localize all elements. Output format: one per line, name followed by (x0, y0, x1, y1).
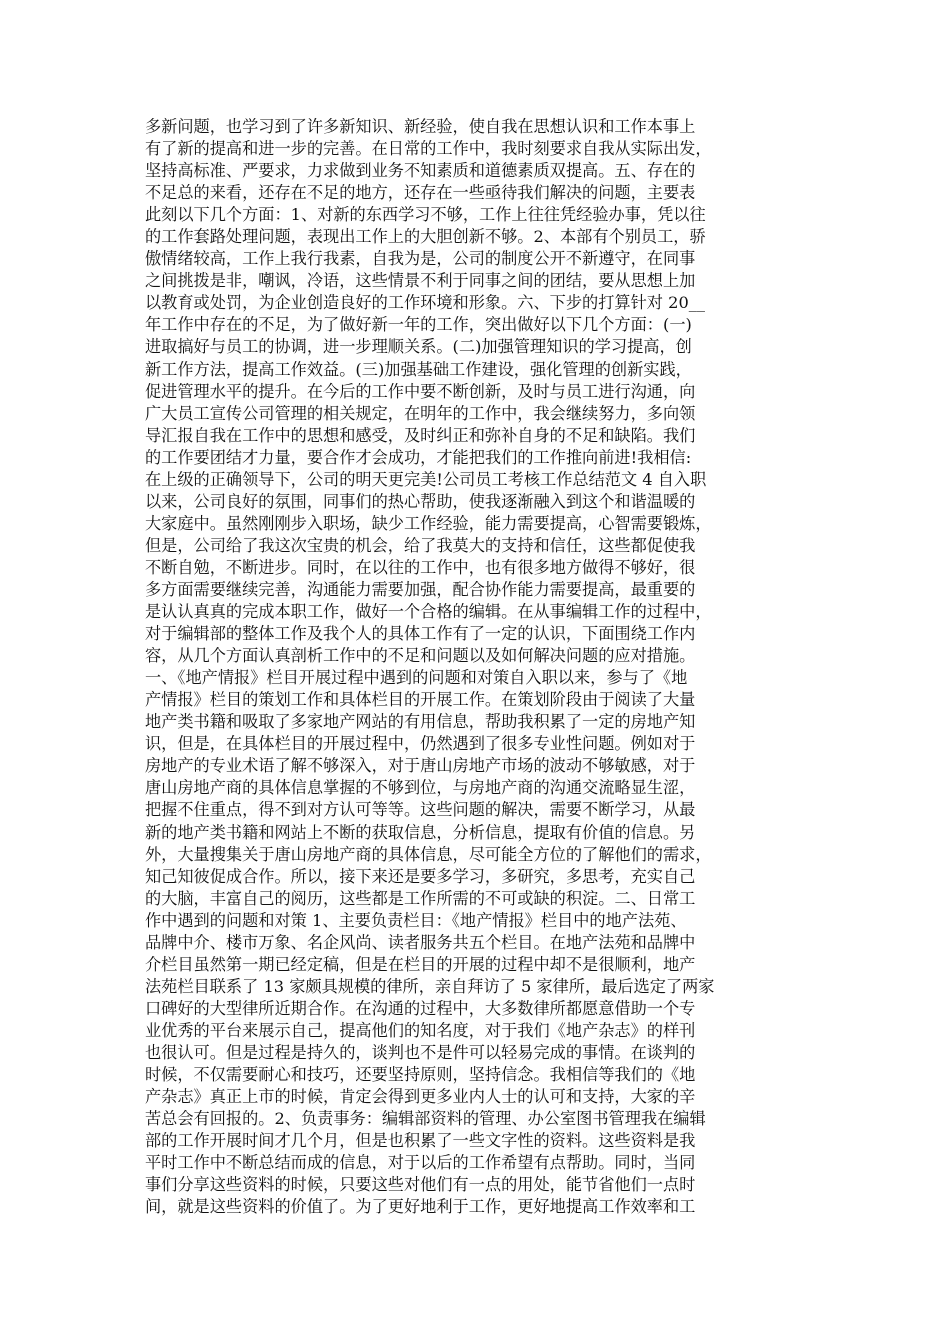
text-line: 促进管理水平的提升。在今后的工作中要不断创新，及时与员工进行沟通，向 (145, 381, 696, 401)
text-line: 以教育或处罚，为企业创造良好的工作环境和形象。六、下步的打算针对 20__ (145, 293, 705, 313)
text-line: 口碑好的大型律所近期合作。在沟通的过程中，大多数律所都愿意借助一个专 (145, 998, 696, 1018)
text-line: 品牌中介、楼市万象、名企风尚、读者服务共五个栏目。在地产法苑和品牌中 (145, 932, 696, 952)
text-line: 广大员工宣传公司管理的相关规定，在明年的工作中，我会继续努力，多向领 (145, 403, 696, 423)
text-line: 识，但是，在具体栏目的开展过程中，仍然遇到了很多专业性问题。例如对于 (145, 734, 696, 754)
text-line: 不断自勉，不断进步。同时，在以往的工作中，也有很多地方做得不够好，很 (145, 557, 696, 577)
text-line: 介栏目虽然第一期已经定稿，但是在栏目的开展的过程中却不是很顺利，地产 (145, 954, 696, 974)
text-line: 的大脑，丰富自己的阅历，这些都是工作所需的不可或缺的积淀。二、日常工 (145, 888, 696, 908)
text-line: 的工作要团结才力量，要合作才会成功，才能把我们的工作推向前进!我相信: (145, 447, 692, 467)
text-line: 多方面需要继续完善，沟通能力需要加强，配合协作能力需要提高，最重要的 (145, 579, 696, 599)
text-line: 在上级的正确领导下，公司的明天更完美!公司员工考核工作总结范文 4 自入职 (145, 469, 707, 489)
text-line: 有了新的提高和进一步的完善。在日常的工作中，我时刻要求自我从实际出发， (145, 139, 712, 159)
text-line: 对于编辑部的整体工作及我个人的具体工作有了一定的认识，下面围绕工作内 (145, 624, 696, 644)
text-line: 大家庭中。虽然刚刚步入职场，缺少工作经验，能力需要提高，心智需要锻炼， (145, 513, 712, 533)
text-line: 唐山房地产商的具体信息掌握的不够到位，与房地产商的沟通交流略显生涩， (145, 778, 696, 798)
text-line: 的工作套路处理问题，表现出工作上的大胆创新不够。2、本部有个别员工，骄 (145, 227, 706, 247)
text-line: 外，大量搜集关于唐山房地产商的具体信息，尽可能全方位的了解他们的需求， (145, 844, 712, 864)
text-line: 但是，公司给了我这次宝贵的机会，给了我莫大的支持和信任，这些都促使我 (145, 535, 696, 555)
text-line: 新的地产类书籍和网站上不断的获取信息，分析信息，提取有价值的信息。另 (145, 822, 696, 842)
text-line: 一、《地产情报》栏目开展过程中遇到的问题和对策自入职以来，参与了《地 (145, 668, 688, 688)
text-line: 法苑栏目联系了 13 家颇具规模的律所，亲自拜访了 5 家律所，最后选定了两家 (145, 976, 715, 996)
text-line: 以来，公司良好的氛围，同事们的热心帮助，使我逐渐融入到这个和谐温暖的 (145, 491, 696, 511)
text-line: 坚持高标准、严要求，力求做到业务不知素质和道德素质双提高。五、存在的 (145, 161, 696, 181)
text-line: 年工作中存在的不足，为了做好新一年的工作，突出做好以下几个方面：(一) (145, 315, 692, 335)
text-line: 之间挑拨是非，嘲讽，冷语，这些情景不利于同事之间的团结，要从思想上加 (145, 271, 696, 291)
text-line: 此刻以下几个方面：1、对新的东西学习不够，工作上往往凭经验办事，凭以往 (145, 205, 706, 225)
text-line: 作中遇到的问题和对策 1、主要负责栏目：《地产情报》栏目中的地产法苑、 (145, 910, 687, 930)
text-line: 也很认可。但是过程是持久的，谈判也不是件可以轻易完成的事情。在谈判的 (145, 1042, 696, 1062)
text-line: 时候，不仅需要耐心和技巧，还要坚持原则，坚持信念。我相信等我们的《地 (145, 1065, 696, 1085)
text-line: 不足总的来看，还存在不足的地方，还存在一些亟待我们解决的问题，主要表 (145, 183, 696, 203)
text-line: 部的工作开展时间才几个月，但是也积累了一些文字性的资料。这些资料是我 (145, 1131, 696, 1151)
text-line: 知己知彼促成合作。所以，接下来还是要多学习，多研究，多思考，充实自己 (145, 866, 696, 886)
text-line: 把握不住重点，得不到对方认可等等。这些问题的解决，需要不断学习，从最 (145, 800, 696, 820)
text-line: 产杂志》真正上市的时候，肯定会得到更多业内人士的认可和支持，大家的辛 (145, 1087, 696, 1107)
text-line: 苦总会有回报的。2、负责事务：编辑部资料的管理、办公室图书管理我在编辑 (145, 1109, 706, 1129)
text-line: 导汇报自我在工作中的思想和感受，及时纠正和弥补自身的不足和缺陷。我们 (145, 425, 696, 445)
text-line: 多新问题，也学习到了许多新知识、新经验，使自我在思想认识和工作本事上 (145, 117, 696, 136)
text-line: 新工作方法，提高工作效益。(三)加强基础工作建设，强化管理的创新实践， (145, 359, 692, 379)
text-line: 事们分享这些资料的时候，只要这些对他们有一点的用处，能节省他们一点时 (145, 1175, 696, 1195)
text-line: 地产类书籍和吸取了多家地产网站的有用信息，帮助我积累了一定的房地产知 (145, 712, 696, 732)
text-line: 进取搞好与员工的协调，进一步理顺关系。(二)加强管理知识的学习提高，创 (145, 337, 692, 357)
text-line: 业优秀的平台来展示自己，提高他们的知名度，对于我们《地产杂志》的样刊 (145, 1020, 696, 1040)
text-line: 傲情绪较高，工作上我行我素，自我为是，公司的制度公开不新遵守，在同事 (145, 249, 696, 269)
text-line: 产情报》栏目的策划工作和具体栏目的开展工作。在策划阶段由于阅读了大量 (145, 690, 696, 710)
text-line: 间，就是这些资料的价值了。为了更好地利于工作，更好地提高工作效率和工 (145, 1197, 696, 1217)
text-line: 是认认真真的完成本职工作，做好一个合格的编辑。在从事编辑工作的过程中， (145, 602, 712, 622)
text-line: 房地产的专业术语了解不够深入，对于唐山房地产市场的波动不够敏感，对于 (145, 756, 696, 776)
text-line: 平时工作中不断总结而成的信息，对于以后的工作希望有点帮助。同时，当同 (145, 1153, 696, 1173)
text-line: 容，从几个方面认真剖析工作中的不足和问题以及如何解决问题的应对措施。 (145, 646, 696, 666)
body-text (145, 116, 805, 1218)
